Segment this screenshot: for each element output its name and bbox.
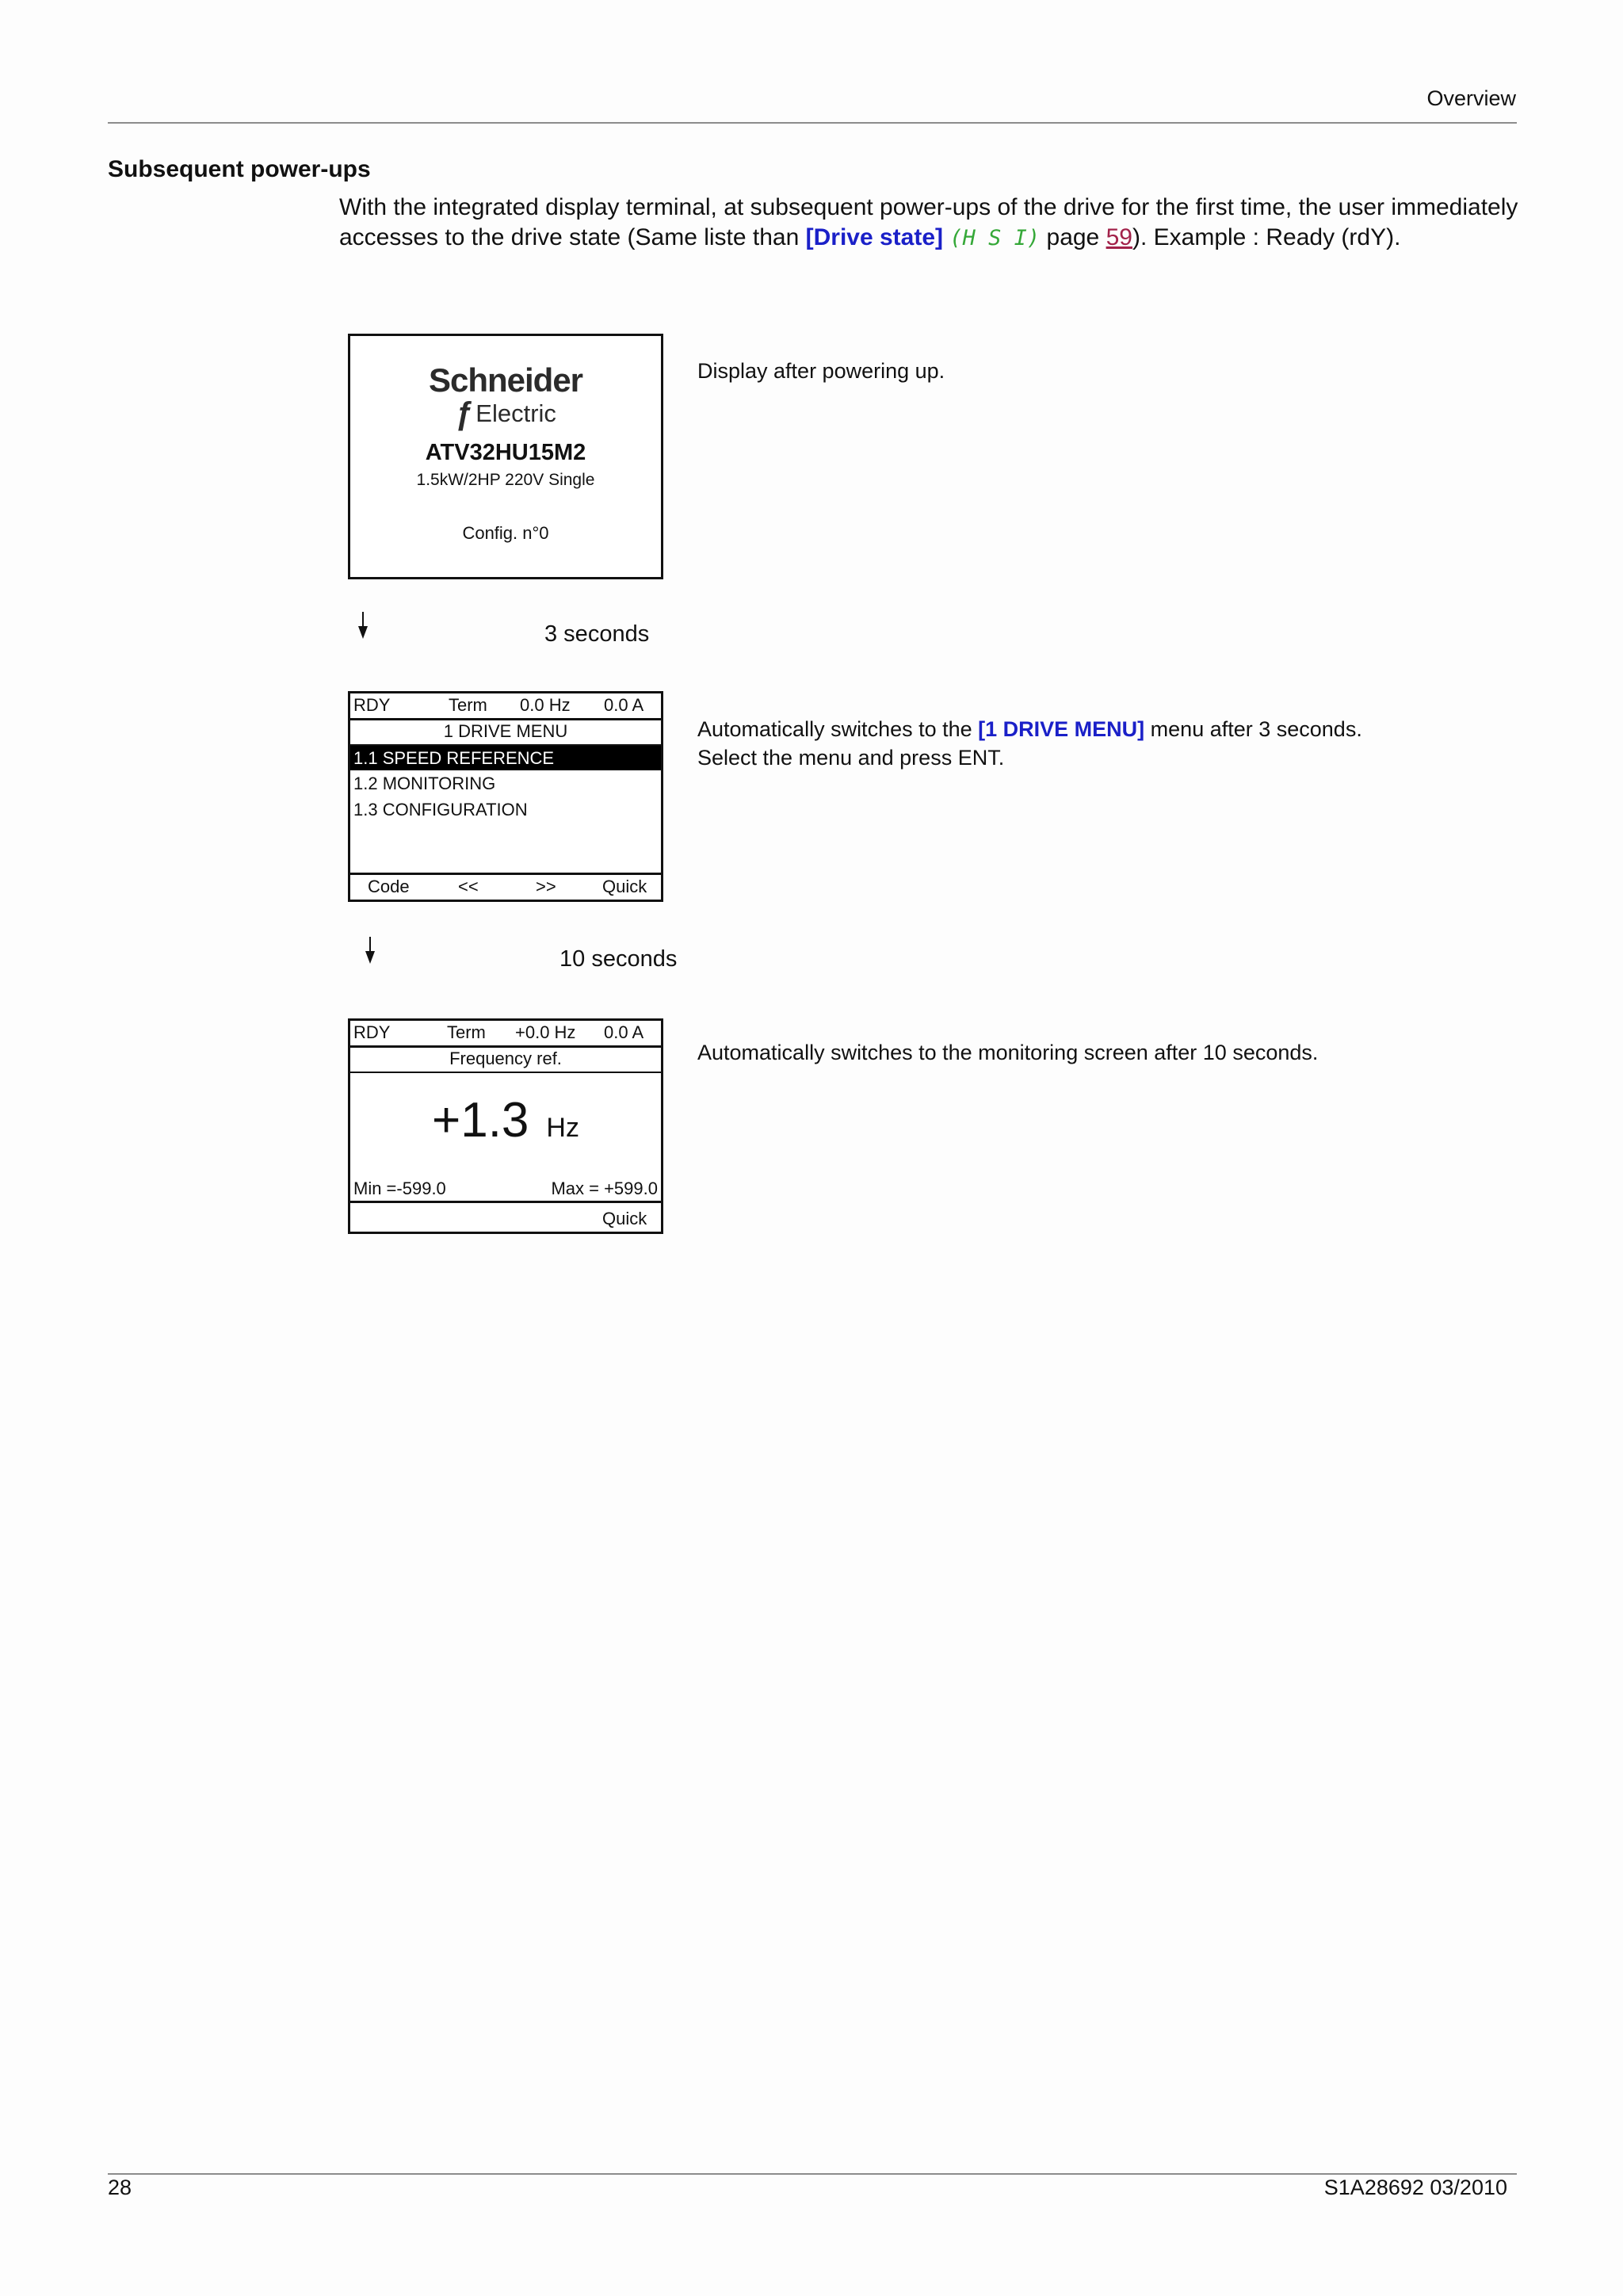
max-value: Max = +599.0 (551, 1179, 658, 1198)
config-number: Config. n°0 (462, 523, 549, 543)
section-title: Subsequent power-ups (108, 156, 371, 182)
status-bar-2 (350, 1021, 661, 1048)
status-frequency-2: +0.0 Hz (515, 1022, 576, 1042)
status-state-2: RDY (353, 1022, 391, 1042)
delay-10-seconds: 10 seconds (559, 946, 678, 972)
down-arrow-icon-2 (365, 951, 375, 964)
status-state: RDY (353, 695, 391, 715)
intro-paragraph (339, 193, 1520, 254)
down-arrow-icon (358, 626, 368, 639)
function-key-bar (350, 873, 661, 900)
menu-item-configuration[interactable]: 1.3 CONFIGURATION (353, 800, 528, 819)
page-header-title: Overview (1426, 86, 1516, 110)
min-value: Min =-599.0 (353, 1179, 446, 1198)
step2-description (697, 715, 1362, 772)
drive-menu-link[interactable]: [1 DRIVE MENU] (978, 717, 1145, 741)
status-current: 0.0 A (604, 695, 644, 715)
step1-description: Display after powering up. (697, 359, 945, 383)
drive-state-code: (H S I) (949, 226, 1041, 250)
fkey-quick[interactable]: Quick (602, 877, 647, 896)
header-rule (108, 122, 1517, 124)
status-current-2: 0.0 A (604, 1022, 644, 1042)
footer-rule (108, 2173, 1517, 2175)
delay-3-seconds: 3 seconds (544, 621, 650, 647)
intro-text-3: ). Example : Ready (rdY). (1132, 224, 1401, 250)
document-reference: S1A28692 03/2010 (1323, 2176, 1507, 2199)
intro-text-1: With the integrated display terminal, at subsequent power-ups of the drive for the first time, the user immediately accesses to the drive state (Same liste than (339, 194, 1518, 250)
page-ref-link[interactable]: 59 (1106, 224, 1132, 250)
fkey-previous[interactable]: << (458, 877, 479, 896)
status-channel: Term (449, 695, 487, 715)
menu-item-monitoring[interactable]: 1.2 MONITORING (353, 774, 496, 793)
menu-title: 1 DRIVE MENU (350, 720, 661, 746)
down-arrow-line (362, 612, 364, 626)
schneider-logo-icon: ƒ (455, 396, 473, 431)
monitoring-title: Frequency ref. (350, 1048, 661, 1073)
drive-rating: 1.5kW/2HP 220V Single (416, 471, 595, 489)
intro-text-2: page (1040, 224, 1106, 250)
drive-model: ATV32HU15M2 (425, 440, 586, 465)
function-key-bar-2 (350, 1207, 661, 1232)
schneider-logo-electric: Electric (475, 399, 556, 427)
min-max-row (350, 1177, 661, 1203)
fkey-code[interactable]: Code (368, 877, 410, 896)
frequency-value: +1.3 (432, 1093, 529, 1148)
frequency-unit: Hz (546, 1113, 579, 1143)
drive-menu-display (348, 691, 663, 902)
down-arrow-line-2 (369, 937, 371, 951)
status-channel-2: Term (447, 1022, 486, 1042)
fkey-next[interactable]: >> (536, 877, 556, 896)
schneider-logo-sub (350, 396, 661, 432)
step2-desc-suffix: menu after 3 seconds. (1144, 717, 1362, 741)
step3-description: Automatically switches to the monitoring screen after 10 seconds. (697, 1041, 1319, 1064)
status-frequency: 0.0 Hz (520, 695, 571, 715)
status-bar (350, 693, 661, 720)
fkey-quick-2[interactable]: Quick (602, 1209, 647, 1228)
drive-state-link[interactable]: [Drive state] (805, 224, 944, 250)
schneider-logo-wordmark: Schneider (428, 361, 583, 399)
monitoring-display (348, 1018, 663, 1234)
frequency-readout (350, 1092, 661, 1148)
power-up-display (348, 334, 663, 579)
step2-desc-line2: Select the menu and press ENT. (697, 746, 1005, 770)
page-number: 28 (108, 2176, 132, 2199)
menu-item-speed-reference[interactable]: 1.1 SPEED REFERENCE (350, 746, 661, 770)
step2-desc-prefix: Automatically switches to the (697, 717, 979, 741)
